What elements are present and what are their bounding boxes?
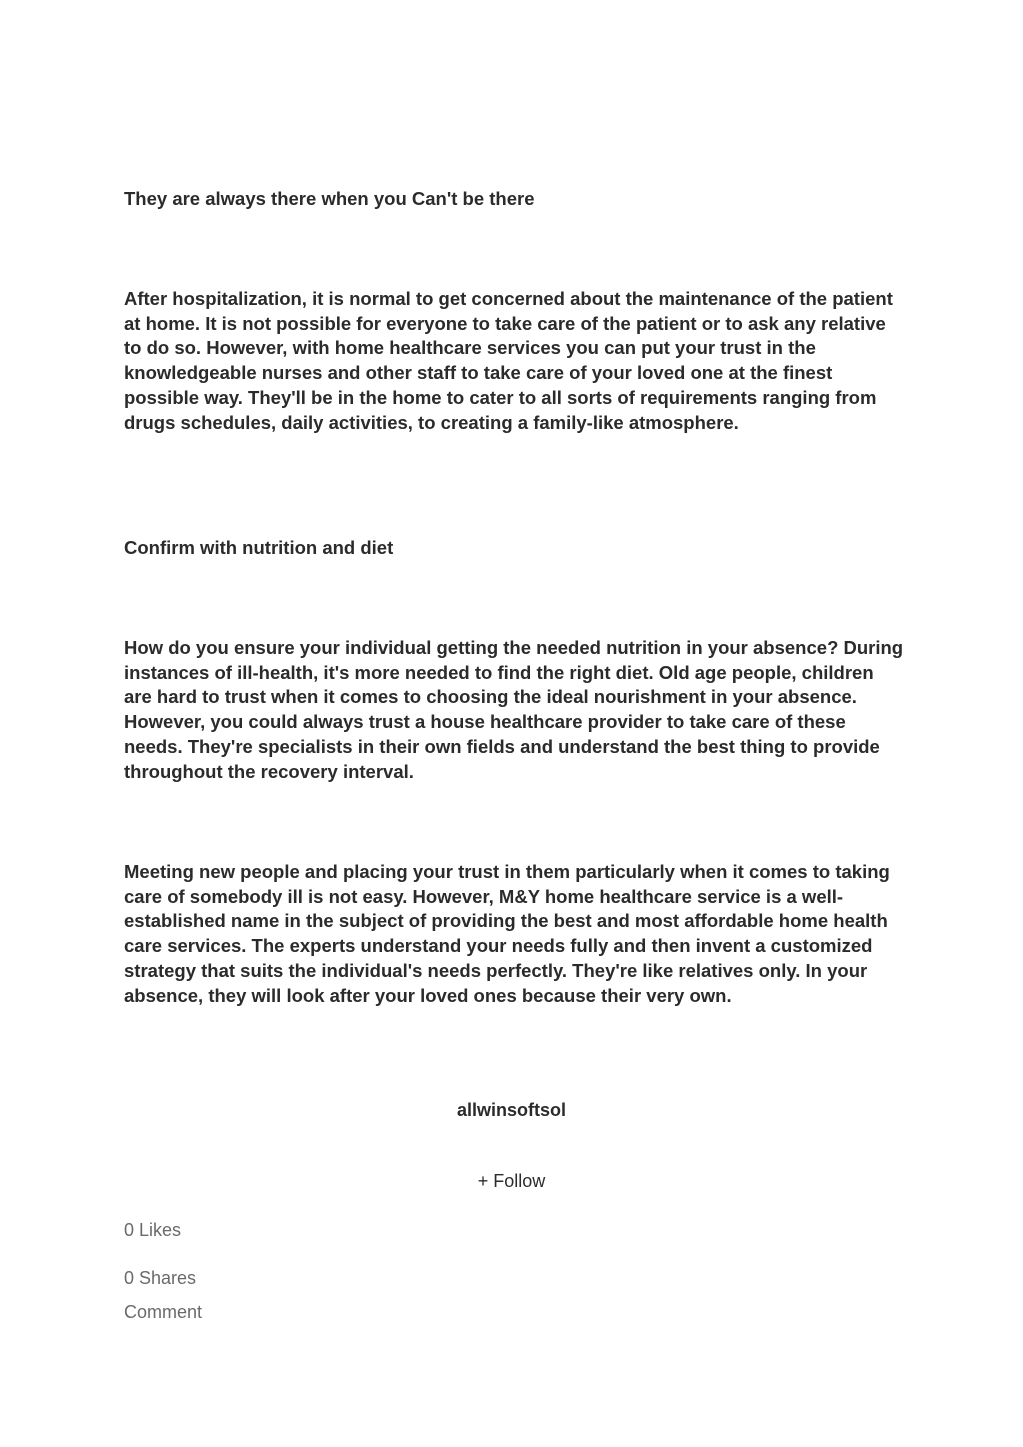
- follow-button[interactable]: + Follow: [477, 1171, 546, 1191]
- comment-link[interactable]: Comment: [124, 1302, 203, 1322]
- author-name[interactable]: allwinsoftsol: [456, 1100, 566, 1120]
- shares-count: 0 Shares: [124, 1268, 197, 1288]
- paragraph-trust: Meeting new people and placing your trust in them particularly when it comes to taking care of somebody ill is not easy. However, M&Y home healthcare service is a well-established name in the subject of providing the best and most affordable home health care services. The experts understand your needs fully and then invent a customized strategy that suits the individual's needs perfectly. They're like relatives only. In your absence, they will look after your loved ones because their very own.: [124, 861, 890, 1006]
- section-heading-home-care: They are always there when you Can't be there: [124, 188, 535, 209]
- paragraph-nutrition: How do you ensure your individual getting the needed nutrition in your absence? During instances of ill-health, it's more needed to find the right diet. Old age people, children are hard to trust when it comes to choosing the ideal nourishment in your absence. However, you could always trust a house healthcare provider to take care of these needs. They're specialists in their own fields and understand the best thing to provide throughout the recovery interval.: [124, 637, 904, 782]
- likes-count: 0 Likes: [124, 1220, 182, 1240]
- follow-container: [0, 1169, 1023, 1193]
- paragraph-hospitalization: After hospitalization, it is normal to get concerned about the maintenance of the patient at home. It is not possible for everyone to take care of the patient or to ask any relative to do so. However, with home healthcare services you can put your trust in the knowledgeable nurses and other staff to take care of your loved one at the finest possible way. They'll be in the home to cater to all sorts of requirements ranging from drugs schedules, daily activities, to creating a family-like atmosphere.: [124, 288, 893, 433]
- section-heading-nutrition: Confirm with nutrition and diet: [124, 537, 394, 558]
